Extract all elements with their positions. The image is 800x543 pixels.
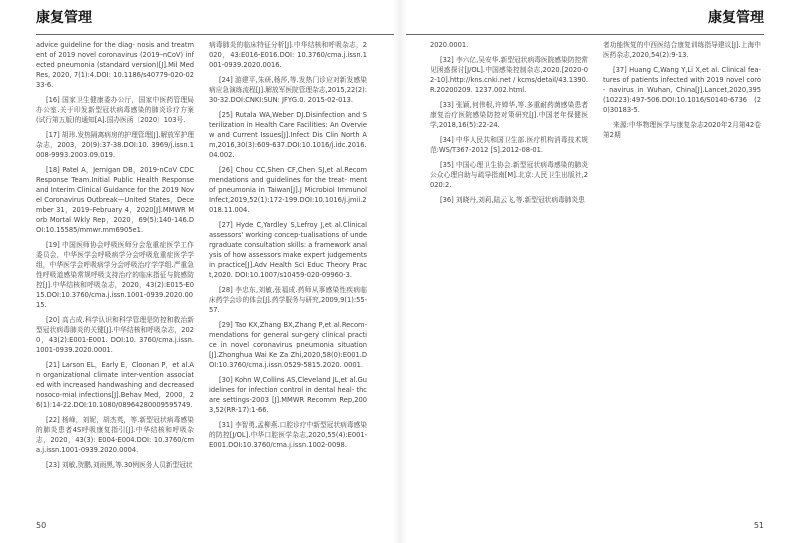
- page-gutter: [393, 0, 407, 543]
- header-rule: [36, 34, 394, 35]
- page-number: 50: [36, 521, 47, 530]
- reference-entry: [26] Chou CC,Shen CF,Chen SJ,et al.Recommendations and guidelines for the treat- ment of pneumonia in Taiwan[J].J Microbiol Immunol Infect,2019,52(1):172-199.DOI:10.1016/j.jmii.2018.11.004.: [209, 166, 367, 214]
- reference-entry: [31] 李智勇,孟柳燕.口腔诊疗中新型冠状病毒感染的防控[J/OL].中华口腔医学杂志,2020,55(4):E001-E001.DOI:10.3760/cma.j.issn.1002-0098.: [209, 421, 367, 449]
- reference-entry: [33] 张颖,何伟根,许婵华,等.多重耐药菌感染患者康复治疗医院感染防控对策研究[J].中国老年保健医学,2018,16(5):22-24.: [430, 101, 588, 129]
- right-page: [400, 0, 800, 543]
- reference-column-right-a: [430, 40, 588, 210]
- reference-column-left-b: [209, 40, 367, 455]
- reference-entry: [29] Tao KX,Zhang BX,Zhang P,et al.Recom-mendations for general sur-gery clinical practice in novel coronavirus pneumonia situation [J].Zhonghua Wai Ke Za Zhi,2020,58(0):E001.DOI:10.3760/cma.j.issn.0529-5815.2020. 0001.: [209, 321, 367, 369]
- reference-entry: [32] 李六亿,吴安华.新型冠状病毒医院感染防控常见困惑探讨[J/OL].中国感染控制杂志,2020.[2020-02-10].http://kns.cnki.net / kcms/detail/43.1390.R.20200209. 1237.002.html.: [430, 56, 589, 94]
- reference-entry: [28] 李忠东,刘敏,张福成.药师从事感染性疾病临床药学会诊的体会[J].药学服务与研究,2009,9(1):55-57.: [209, 286, 367, 314]
- reference-entry: [34] 中华人民共和国卫生部.医疗机构消毒技术规范:WS/T367-2012 [S].2012-08-01.: [430, 136, 588, 154]
- reference-entry: [27] Hyde C,Yardley S,Lefroy J,et al.Clinical assessors' working concep-tualisations of undergraduate consultation skills: a framework analysis of how assessors make expert judgements in practice[J].Adv Health Sci Educ Theory Pract,2020. DOI:10.1007/s10459-020-09960-3.: [209, 221, 367, 279]
- journal-title: 康复管理: [708, 10, 764, 26]
- reference-entry: 者功能恢复的中西医结合康复训练指导建议[J].上海中医药杂志,2020,54(2):9-13.: [603, 41, 761, 59]
- reference-entry: [19] 中国医师协会呼吸医师分会危重症医学工作委员会，中华医学会呼吸病学分会呼吸危重症医学学组，中华医学会呼吸病学分会呼吸治疗学学组.严重急性呼吸道感染常规呼吸支持治疗的临床指征与院感防控[J].中华结核和呼吸杂志，2020，43(2):E015-E015.DOI:10.3760/cma.j.issn.1001-0939.2020.0015.: [36, 241, 194, 309]
- reference-entry: [35] 中国心理卫生协会.新型冠状病毒感染的肺炎公众心理自助与疏导指南[M].北京:人民卫生出版社,2020:2.: [430, 161, 588, 189]
- reference-entry: [21] Larson EL，Early E，Cloonan P，et al.An organizational climate inter-vention associated with increased handwashing and decreased nosoco-mial infections[J].Behav Med，2000，26(1):14-22.DOI:10.1080/08964280009595749.: [36, 361, 194, 409]
- reference-entry: [25] Rutala WA,Weber DJ.Disinfection and Sterilization in Health Care Facilities: An Overview and Current Issues[J].Infect Dis Clin North Am,2016,30(3):609-637.DOI:10.1016/j.idc.2016.04.002.: [209, 111, 367, 159]
- reference-entry: 2020.0001.: [430, 41, 469, 49]
- reference-column-left-a: [36, 40, 194, 475]
- reference-entry: [18] Patel A，Jernigan DB，2019-nCoV CDC Response Team.Initial Public Health Response and Interim Clinical Guidance for the 2019 Novel Coronavirus Outbreak—United States，December 31，2019–February 4，2020[J].MMWR Morb Mortal Wkly Rep，2020，69(5):140-146.DOI:10.15585/mmwr.mm6905e1.: [36, 166, 194, 234]
- reference-entry: [23] 刘敏,贺鹏,刘雨黑,等.30例医务人员新型冠状: [46, 461, 193, 469]
- reference-entry: 病毒肺炎的临床特征分析[J].中华结核和呼吸杂志，2020，43:E016-E016.DOI: 10.3760/cma.j.issn.1001-0939.2020.0016.: [209, 41, 367, 69]
- reference-entry: [17] 胡玮.发热隔离病房的护理管理[J].解放军护理杂志，2003，20(9):37-38.DOI:10. 3969/j.issn.1008-9993.2003.09.019.: [36, 131, 194, 159]
- reference-entry: advice guideline for the diag- nosis and treatment of 2019 novel coronavirus (2019–nCoV) infected pneumonia (standard version)[J].Mil Med Res, 2020, 7(1):4.DOI: 10.1186/s40779-020-0233-6.: [36, 41, 194, 89]
- reference-entry: [24] 游建平,朱研,杨莎,等.发热门诊应对新发感染病应急演练流程[J].解放军医院管理杂志,2015,22(2):30-32.DOI:CNKI:SUN: JFYG.0. 2015-02-013.: [209, 76, 367, 104]
- reference-column-right-b: [603, 40, 761, 140]
- reference-entry: [22] 杨峰，刘妮，胡杰英，等.新型冠状病毒感染的肺炎患者4S呼吸康复指引[J].中华结核和呼吸杂志，2020，43(3): E004-E004.DOI: 10.3760/cma.j.issn.1001-0939.2020.0004.: [36, 416, 194, 454]
- reference-entry: [36] 刘晓丹,刘莉,陆云飞,等.新型冠状病毒肺炎患: [440, 196, 585, 204]
- source-note: 来源:中华物理医学与康复杂志2020年2月第42卷第2期: [603, 121, 761, 139]
- reference-entry: [16] 国家卫生健康委办公厅，国家中医药管理局办公室.关于印发新型冠状病毒感染的肺炎诊疗方案(试行第五版)的通知[A].国办医函〔2020〕103号.: [36, 96, 194, 124]
- journal-title: 康复管理: [36, 10, 92, 26]
- page-number: 51: [753, 521, 764, 530]
- reference-entry: [30] Kohn W,Collins AS,Cleveland JL,et al.Guidelines for infection control in dental heal- thcare settings-2003 [J].MMWR Recomm Rep,2003,52(RR-17):1-66.: [209, 376, 367, 414]
- header-rule: [406, 34, 764, 35]
- reference-entry: [20] 高占成.科学认识和科学管理是防控和救治新型冠状病毒肺炎的关键[J].中华结核和呼吸杂志，2020，43(2):E001-E001. DOI:10. 3760/cma.j.issn.1001-0939.2020.0001.: [36, 316, 194, 354]
- reference-entry: [37] Huang C,Wang Y,Li X,et al. Clinical fea- tures of patients infected with 2019 novel coro- navirus in Wuhan, China[J].Lancet,2020,395 (10223):497-506.DOI:10.1016/S0140-6736 (20)30183-5.: [603, 66, 761, 114]
